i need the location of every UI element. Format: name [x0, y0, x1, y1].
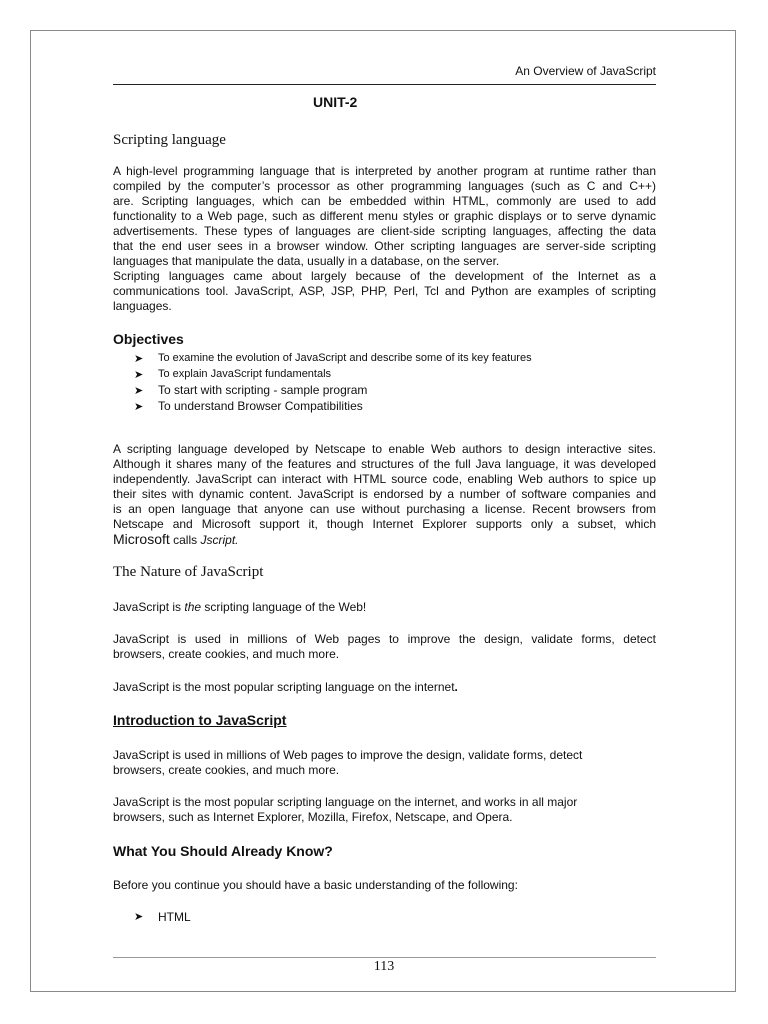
page-number: 113 — [373, 959, 395, 974]
list-item — [134, 382, 634, 398]
unit-title: UNIT-2 — [313, 94, 358, 110]
text-run: JavaScript is — [113, 600, 185, 614]
bold-period: . — [454, 680, 458, 694]
para-line: are. Scripting languages, which can be embedded within HTML, commonly are used to add — [113, 194, 656, 208]
prerequisite-text: HTML — [158, 910, 191, 924]
para-line: their sites with dynamic content. JavaScript is endorsed by a number of software companies and — [113, 487, 656, 501]
arrow-bullet-icon: ➤ — [134, 911, 144, 923]
arrow-bullet-icon: ➤ — [134, 400, 144, 413]
text-run: scripting language of the Web! — [201, 600, 367, 614]
para-line: that the end user sees in a browser window. Other scripting languages are server-side scripting — [113, 239, 656, 253]
calls-word: calls — [169, 533, 201, 547]
para-line: JavaScript is used in millions of Web pages to improve the design, validate forms, detect — [113, 748, 583, 762]
para-line: communications tool. JavaScript, ASP, JSP, PHP, Perl, Tcl and Python are examples of scripting — [113, 284, 656, 298]
arrow-bullet-icon: ➤ — [134, 384, 144, 397]
header-rule — [113, 84, 656, 85]
para-line: Scripting languages came about largely because of the development of the Internet as a — [113, 269, 656, 283]
para-line: A high-level programming language that is interpreted by another program at runtime rather than — [113, 164, 656, 178]
list-item — [134, 398, 634, 414]
intro-paragraph-2 — [113, 795, 656, 825]
para-line: browsers, create cookies, and much more. — [113, 763, 340, 777]
para-line: languages. — [113, 299, 172, 313]
jscript-word: Jscript. — [200, 533, 239, 547]
netscape-paragraph — [113, 442, 656, 548]
nature-line-1 — [113, 600, 656, 615]
arrow-bullet-icon: ➤ — [134, 368, 144, 381]
para-line: functionality to a Web page, such as different menu styles or graphic displays or to serve dynamic — [113, 209, 656, 223]
para-line: advertisements. These types of languages are client-side scripting languages, affecting the data — [113, 224, 656, 238]
para-line: independently. JavaScript can interact with HTML source code, enabling Web authors to spice up — [113, 472, 656, 486]
objective-text: To understand Browser Compatibilities — [158, 399, 363, 413]
text-run: JavaScript is the most popular scripting language on the internet — [113, 680, 455, 694]
scripting-definition-paragraph — [113, 164, 656, 314]
emphasis-the: the — [184, 600, 202, 614]
list-item — [134, 350, 634, 366]
know-intro: Before you continue you should have a basic understanding of the following: — [113, 878, 518, 892]
nature-heading: The Nature of JavaScript — [113, 564, 264, 580]
intro-paragraph-1 — [113, 748, 656, 778]
para-line: JavaScript is the most popular scripting language on the internet, and works in all major — [113, 795, 578, 809]
para-line: compiled by the computer’s processor as other programming languages (such as C and C++) — [113, 179, 656, 193]
list-item — [134, 366, 634, 382]
para-line: browsers, create cookies, and much more. — [113, 647, 340, 661]
para-line: is an open language that anyone can use without purchasing a license. Recent browsers from — [113, 502, 656, 516]
para-line: Netscape and Microsoft support it, though Internet Explorer supports only a subset, which — [113, 517, 656, 531]
nature-paragraph-3 — [113, 680, 656, 695]
objectives-list — [134, 350, 634, 414]
microsoft-word: Microsoft — [113, 531, 170, 547]
scripting-language-heading: Scripting language — [113, 132, 226, 148]
para-line: JavaScript is used in millions of Web pages to improve the design, validate forms, detect — [113, 632, 656, 646]
para-line: A scripting language developed by Netscape to enable Web authors to design interactive sites. — [113, 442, 656, 456]
know-heading: What You Should Already Know? — [113, 843, 333, 859]
para-line: Although it shares many of the features and structures of the full Java language, it was developed — [113, 457, 656, 471]
nature-paragraph-2 — [113, 632, 656, 662]
intro-heading: Introduction to JavaScript — [113, 712, 287, 728]
arrow-bullet-icon: ➤ — [134, 352, 144, 365]
objective-text: To start with scripting - sample program — [158, 383, 368, 397]
para-line: languages that manipulate the data, usually in a database, on the server. — [113, 254, 500, 268]
objective-text: To examine the evolution of JavaScript and describe some of its key features — [158, 352, 532, 364]
para-line — [113, 532, 656, 548]
footer-rule — [113, 957, 656, 958]
para-line: browsers, such as Internet Explorer, Mozilla, Firefox, Netscape, and Opera. — [113, 810, 513, 824]
running-header: An Overview of JavaScript — [515, 64, 656, 78]
objective-text: To explain JavaScript fundamentals — [158, 368, 332, 380]
objectives-title: Objectives — [113, 331, 184, 347]
list-item — [134, 910, 191, 924]
